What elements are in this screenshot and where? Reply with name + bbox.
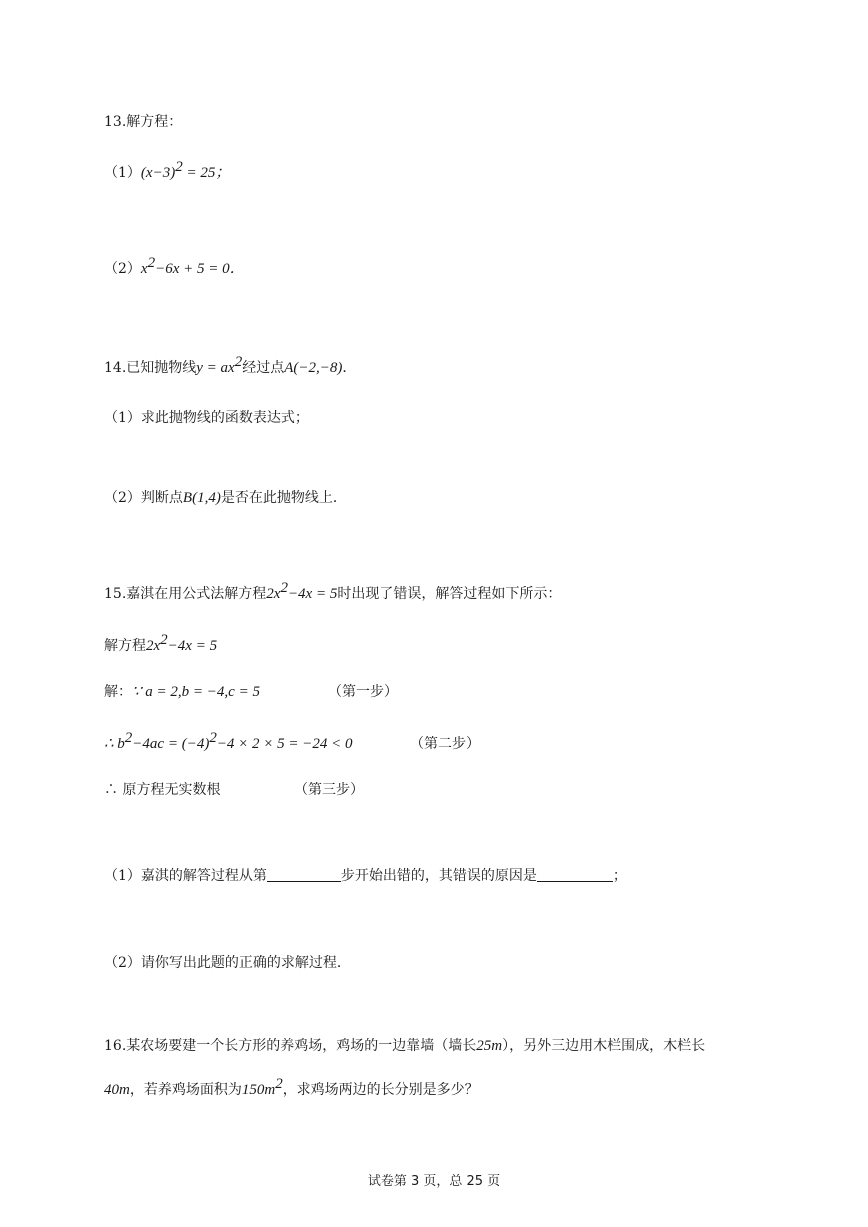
q16-line1-b: ），另外三边用木栏围成，木栏长 [502, 1038, 706, 1054]
q15-line4: ∴ 原方程无实数根 [104, 782, 221, 798]
q13-part1-label: （1） [104, 165, 141, 181]
q16-line2 [104, 1076, 479, 1100]
q14-title-point: A(−2,−8) [284, 360, 343, 376]
q14-title-b: 经过点 [242, 360, 285, 376]
q15-line1-eq-b: −4x = 5 [167, 638, 218, 654]
q15-title-a: 15.嘉淇在用公式法解方程 [104, 586, 267, 602]
q16-line1 [104, 1036, 705, 1056]
q13-title: 13.解方程： [104, 114, 183, 130]
q14-title-a: 14.已知抛物线 [104, 360, 197, 376]
q15-title-eq-b: −4x = 5 [287, 586, 338, 602]
q15-line1-eq-exp: 2 [160, 632, 168, 648]
q15-line3-eq-a: ∴ b [104, 736, 125, 752]
q13-part1-eq-left: (x−3) [140, 165, 176, 181]
q15-line3-eq-b: −4ac = (−4) [132, 736, 210, 752]
q15-title-eq-exp: 2 [280, 580, 288, 596]
q15-step3-note: （第三步） [294, 782, 364, 798]
q13-part2-label: （2） [104, 261, 141, 277]
q15-line3-eq-exp: 2 [124, 730, 133, 746]
q16-line2-b: ，求鸡场两边的长分别是多少？ [282, 1082, 479, 1098]
q15-part1-c: ； [612, 868, 627, 884]
q15-title-eq-a: 2x [266, 586, 281, 602]
q15-part1 [104, 866, 627, 886]
q15-part1-a: （1）嘉淇的解答过程从第 [104, 868, 267, 884]
q16-line2-area: 150m [241, 1082, 276, 1098]
q13-part1-eq-right: = 25； [182, 165, 231, 181]
q15-line3-eq-exp2: 2 [209, 730, 217, 746]
page-footer: 试卷第 3 页，总 25 页 [367, 1174, 501, 1189]
q14-title-end: ． [342, 360, 357, 376]
q16-line1-val: 25m [476, 1038, 503, 1054]
q16-line2-val: 40m [104, 1082, 130, 1098]
q14-part1: （1）求此抛物线的函数表达式； [104, 410, 309, 426]
q15-line1-eq-a: 2x [146, 638, 161, 654]
q14-part2-b: 是否在此抛物线上． [220, 490, 347, 506]
q15-part1-b: 步开始出错的，其错误的原因是 [340, 868, 537, 884]
q15-line1 [104, 632, 218, 656]
q15-title-b: 时出现了错误，解答过程如下所示： [337, 586, 562, 602]
q13-part2 [104, 255, 245, 279]
q15-step2-note: （第二步） [410, 736, 480, 752]
q14-title-eq-a: y = ax [196, 360, 235, 376]
q13-part2-eq-a: x [140, 261, 148, 277]
q15-part1-blank-step[interactable] [267, 867, 341, 882]
q16-line2-exp: 2 [275, 1076, 283, 1092]
q16-line1-a: 16.某农场要建一个长方形的养鸡场，鸡场的一边靠墙（墙长 [104, 1038, 477, 1054]
q15-line2 [104, 682, 260, 702]
q15-part1-blank-reason[interactable] [537, 867, 613, 882]
q14-part2-a: （2）判断点 [104, 490, 183, 506]
q15-line3 [104, 730, 353, 754]
q14-part2 [104, 488, 347, 508]
q15-line2-a: 解： [104, 684, 132, 700]
q13-part2-eq-exp: 2 [147, 255, 156, 271]
q16-line2-a: ，若养鸡场面积为 [129, 1082, 242, 1098]
q15-line3-eq-c: −4 × 2 × 5 = −24 < 0 [216, 736, 353, 752]
q13-part2-eq-b: −6x + 5 = 0． [155, 261, 245, 277]
q14-title-eq-exp: 2 [234, 354, 243, 370]
q15-part2: （2）请你写出此题的正确的求解过程． [104, 955, 351, 971]
q14-part2-point: B(1,4) [182, 490, 221, 506]
q15-line2-eq: ∵ a = 2,b = −4,c = 5 [132, 684, 260, 700]
q15-line1-a: 解方程 [104, 638, 146, 654]
q15-step1-note: （第一步） [328, 684, 398, 700]
q13-part1 [104, 159, 231, 183]
q13-part1-eq-exp: 2 [175, 159, 183, 175]
q15-title [104, 580, 562, 604]
q14-title [104, 354, 357, 378]
